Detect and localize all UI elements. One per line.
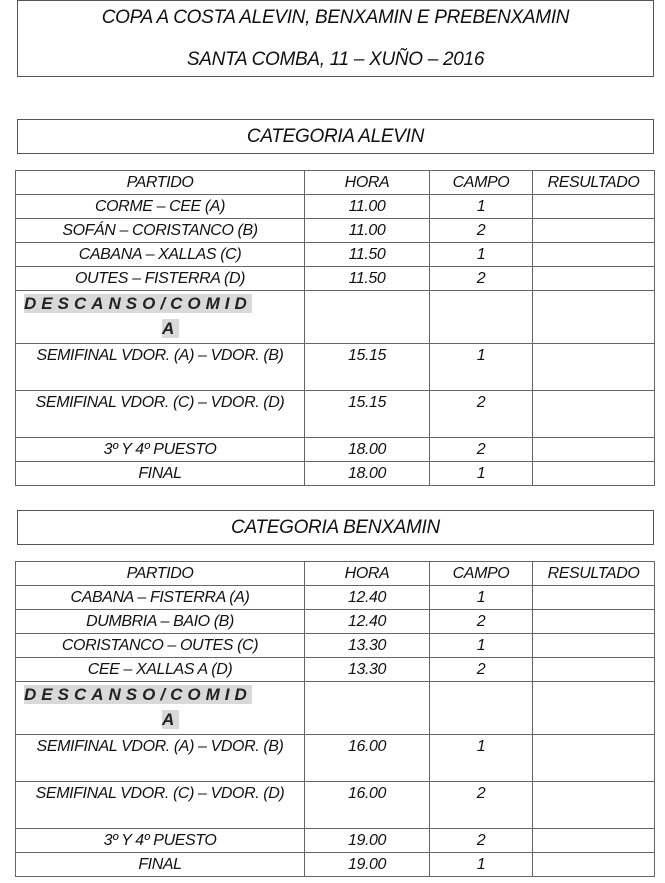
column-header-campo: CAMPO: [430, 562, 533, 586]
break-label-line1: DESCANSO/COMID: [24, 685, 252, 704]
cell-campo: [430, 291, 533, 344]
column-header-partido: PARTIDO: [16, 562, 305, 586]
cell-partido: SEMIFINAL VDOR. (C) – VDOR. (D): [16, 782, 305, 829]
cell-resultado: [533, 267, 655, 291]
column-header-resultado: RESULTADO: [533, 171, 655, 195]
cell-partido: CABANA – XALLAS (C): [16, 243, 305, 267]
cell-resultado: [533, 782, 655, 829]
table-row: [16, 782, 655, 829]
cell-partido: SEMIFINAL VDOR. (C) – VDOR. (D): [16, 391, 305, 438]
schedule-table-benxamin: [15, 561, 655, 877]
cell-partido: CORME – CEE (A): [16, 195, 305, 219]
cell-resultado: [533, 219, 655, 243]
table-row: [16, 195, 655, 219]
break-label-line1: DESCANSO/COMID: [24, 294, 252, 313]
table-row: [16, 344, 655, 391]
cell-hora: 11.00: [305, 219, 430, 243]
document-header: [17, 0, 654, 77]
cell-campo: 2: [430, 267, 533, 291]
table-row: [16, 853, 655, 877]
table-row-break: [16, 291, 655, 344]
table-row: [16, 658, 655, 682]
cell-partido: OUTES – FISTERRA (D): [16, 267, 305, 291]
cell-hora: 11.50: [305, 267, 430, 291]
table-row: [16, 610, 655, 634]
cell-campo: 1: [430, 735, 533, 782]
column-header-hora: HORA: [305, 171, 430, 195]
cell-campo: 1: [430, 195, 533, 219]
cell-hora: 15.15: [305, 344, 430, 391]
cell-resultado: [533, 634, 655, 658]
category-title-alevin: CATEGORIA ALEVIN: [17, 119, 654, 154]
cell-resultado: [533, 462, 655, 486]
cell-partido-break: [16, 291, 305, 344]
cell-campo: 1: [430, 344, 533, 391]
cell-resultado: [533, 853, 655, 877]
cell-hora: 12.40: [305, 586, 430, 610]
table-row: [16, 243, 655, 267]
table-header-row: [16, 562, 655, 586]
cell-resultado: [533, 195, 655, 219]
cell-hora: [305, 682, 430, 735]
column-header-hora: HORA: [305, 562, 430, 586]
cell-partido: CORISTANCO – OUTES (C): [16, 634, 305, 658]
cell-resultado: [533, 829, 655, 853]
cell-hora: 15.15: [305, 391, 430, 438]
cell-resultado: [533, 391, 655, 438]
column-header-campo: CAMPO: [430, 171, 533, 195]
cell-hora: 18.00: [305, 462, 430, 486]
cell-partido: CABANA – FISTERRA (A): [16, 586, 305, 610]
cell-hora: 19.00: [305, 853, 430, 877]
table-row: [16, 267, 655, 291]
break-label-line2: A: [162, 319, 180, 338]
table-row: [16, 391, 655, 438]
cell-hora: 18.00: [305, 438, 430, 462]
cell-hora: 12.40: [305, 610, 430, 634]
cell-campo: 2: [430, 219, 533, 243]
cell-resultado: [533, 243, 655, 267]
cell-resultado: [533, 682, 655, 735]
cell-hora: 13.30: [305, 658, 430, 682]
document-title: COPA A COSTA ALEVIN, BENXAMIN E PREBENXAMIN: [101, 7, 570, 28]
cell-partido: SEMIFINAL VDOR. (A) – VDOR. (B): [16, 735, 305, 782]
cell-hora: 16.00: [305, 782, 430, 829]
cell-campo: 1: [430, 853, 533, 877]
cell-resultado: [533, 735, 655, 782]
table-row: [16, 438, 655, 462]
cell-campo: 2: [430, 658, 533, 682]
column-header-partido: PARTIDO: [16, 171, 305, 195]
cell-campo: [430, 682, 533, 735]
cell-hora: 16.00: [305, 735, 430, 782]
schedule-table-alevin: [15, 170, 655, 486]
cell-resultado: [533, 610, 655, 634]
document-subtitle: SANTA COMBA, 11 – XUÑO – 2016: [186, 49, 485, 70]
cell-partido: SOFÁN – CORISTANCO (B): [16, 219, 305, 243]
break-label: [18, 682, 302, 732]
cell-campo: 2: [430, 391, 533, 438]
break-label: [18, 291, 302, 341]
cell-partido: 3º Y 4º PUESTO: [16, 829, 305, 853]
table-row: [16, 829, 655, 853]
cell-resultado: [533, 658, 655, 682]
cell-partido: 3º Y 4º PUESTO: [16, 438, 305, 462]
table-row: [16, 735, 655, 782]
cell-campo: 1: [430, 462, 533, 486]
cell-campo: 1: [430, 634, 533, 658]
cell-resultado: [533, 291, 655, 344]
cell-hora: 19.00: [305, 829, 430, 853]
cell-resultado: [533, 586, 655, 610]
table-row: [16, 586, 655, 610]
column-header-resultado: RESULTADO: [533, 562, 655, 586]
cell-resultado: [533, 344, 655, 391]
cell-hora: 11.50: [305, 243, 430, 267]
cell-partido: CEE – XALLAS A (D): [16, 658, 305, 682]
cell-partido: DUMBRIA – BAIO (B): [16, 610, 305, 634]
table-row: [16, 219, 655, 243]
cell-campo: 1: [430, 586, 533, 610]
cell-hora: 13.30: [305, 634, 430, 658]
table-header-row: [16, 171, 655, 195]
category-title-benxamin: CATEGORIA BENXAMIN: [17, 510, 654, 545]
cell-campo: 2: [430, 829, 533, 853]
cell-campo: 2: [430, 782, 533, 829]
cell-resultado: [533, 438, 655, 462]
table-row: [16, 462, 655, 486]
cell-partido: FINAL: [16, 853, 305, 877]
cell-hora: [305, 291, 430, 344]
cell-campo: 2: [430, 438, 533, 462]
cell-partido: SEMIFINAL VDOR. (A) – VDOR. (B): [16, 344, 305, 391]
cell-partido: FINAL: [16, 462, 305, 486]
cell-partido-break: [16, 682, 305, 735]
cell-campo: 2: [430, 610, 533, 634]
table-row-break: [16, 682, 655, 735]
cell-campo: 1: [430, 243, 533, 267]
table-row: [16, 634, 655, 658]
break-label-line2: A: [162, 710, 180, 729]
cell-hora: 11.00: [305, 195, 430, 219]
